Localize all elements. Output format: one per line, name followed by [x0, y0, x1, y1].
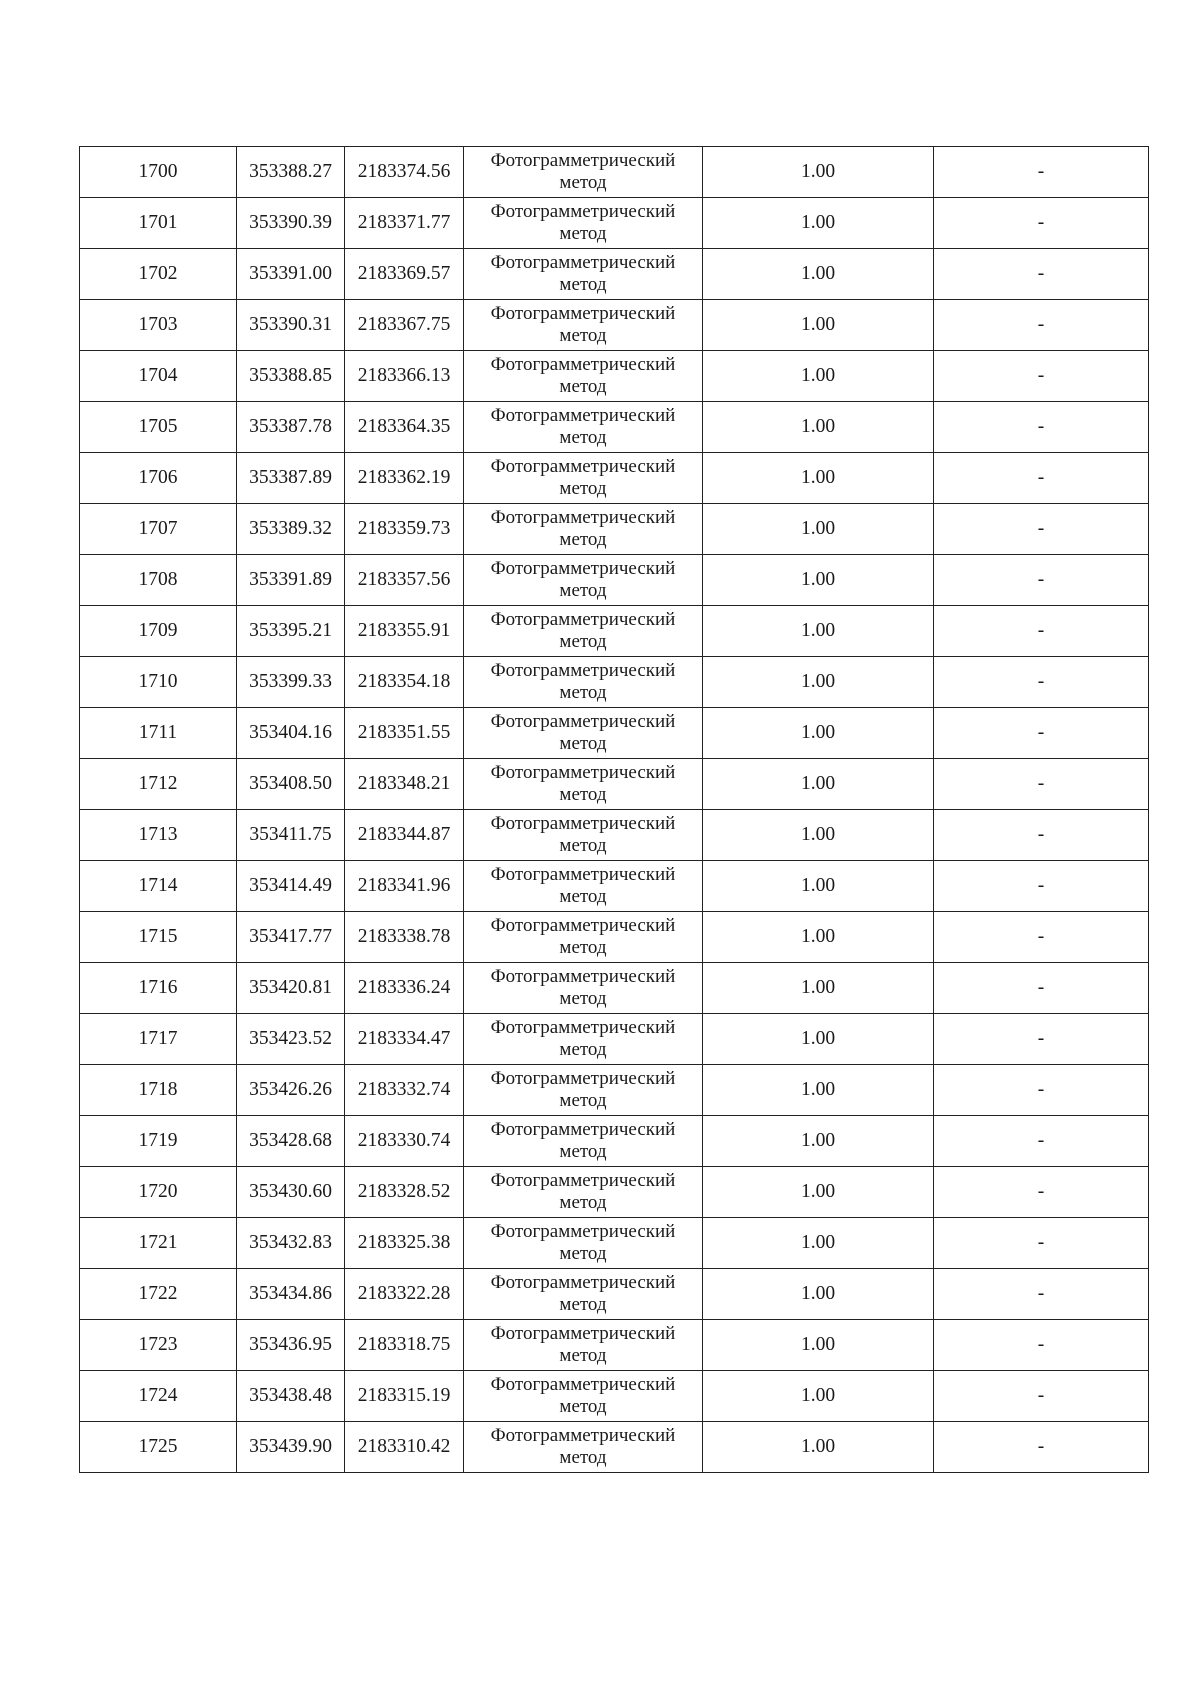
x-coordinate-cell: 353389.32 — [237, 504, 345, 555]
method-cell — [464, 606, 703, 657]
method-line-1: Фотограмметрический — [490, 1119, 676, 1140]
y-coordinate-cell: 2183371.77 — [345, 198, 464, 249]
y-coordinate-cell: 2183330.74 — [345, 1116, 464, 1167]
accuracy-cell: 1.00 — [703, 1422, 934, 1473]
x-coordinate-cell: 353434.86 — [237, 1269, 345, 1320]
x-coordinate-cell: 353432.83 — [237, 1218, 345, 1269]
y-coordinate-cell: 2183362.19 — [345, 453, 464, 504]
table-row — [80, 1014, 1149, 1065]
point-number-cell: 1709 — [80, 606, 237, 657]
point-number-cell: 1703 — [80, 300, 237, 351]
accuracy-cell: 1.00 — [703, 1065, 934, 1116]
method-cell — [464, 249, 703, 300]
accuracy-cell: 1.00 — [703, 1320, 934, 1371]
table-row — [80, 300, 1149, 351]
accuracy-cell: 1.00 — [703, 555, 934, 606]
x-coordinate-cell: 353388.85 — [237, 351, 345, 402]
y-coordinate-cell: 2183348.21 — [345, 759, 464, 810]
note-cell: - — [934, 402, 1149, 453]
method-line-1: Фотограмметрический — [490, 711, 676, 732]
x-coordinate-cell: 353423.52 — [237, 1014, 345, 1065]
accuracy-cell: 1.00 — [703, 1371, 934, 1422]
x-coordinate-cell: 353411.75 — [237, 810, 345, 861]
method-line-2: метод — [559, 1090, 607, 1111]
x-coordinate-cell: 353390.31 — [237, 300, 345, 351]
note-cell: - — [934, 708, 1149, 759]
point-number-cell: 1720 — [80, 1167, 237, 1218]
note-cell: - — [934, 606, 1149, 657]
table-row — [80, 1269, 1149, 1320]
point-number-cell: 1710 — [80, 657, 237, 708]
method-line-2: метод — [559, 529, 607, 550]
method-line-2: метод — [559, 1243, 607, 1264]
x-coordinate-cell: 353387.78 — [237, 402, 345, 453]
accuracy-cell: 1.00 — [703, 657, 934, 708]
accuracy-cell: 1.00 — [703, 402, 934, 453]
note-cell: - — [934, 1065, 1149, 1116]
x-coordinate-cell: 353439.90 — [237, 1422, 345, 1473]
method-cell — [464, 1269, 703, 1320]
point-number-cell: 1704 — [80, 351, 237, 402]
point-number-cell: 1702 — [80, 249, 237, 300]
method-line-1: Фотограмметрический — [490, 1374, 676, 1395]
method-cell — [464, 300, 703, 351]
table-row — [80, 759, 1149, 810]
note-cell: - — [934, 657, 1149, 708]
accuracy-cell: 1.00 — [703, 912, 934, 963]
note-cell: - — [934, 963, 1149, 1014]
x-coordinate-cell: 353408.50 — [237, 759, 345, 810]
method-line-2: метод — [559, 784, 607, 805]
y-coordinate-cell: 2183310.42 — [345, 1422, 464, 1473]
method-line-2: метод — [559, 172, 607, 193]
method-line-2: метод — [559, 682, 607, 703]
y-coordinate-cell: 2183374.56 — [345, 147, 464, 198]
y-coordinate-cell: 2183351.55 — [345, 708, 464, 759]
point-number-cell: 1712 — [80, 759, 237, 810]
point-number-cell: 1707 — [80, 504, 237, 555]
note-cell: - — [934, 504, 1149, 555]
x-coordinate-cell: 353391.00 — [237, 249, 345, 300]
point-number-cell: 1700 — [80, 147, 237, 198]
method-cell — [464, 912, 703, 963]
y-coordinate-cell: 2183369.57 — [345, 249, 464, 300]
accuracy-cell: 1.00 — [703, 1116, 934, 1167]
method-line-2: метод — [559, 580, 607, 601]
table-row — [80, 1218, 1149, 1269]
x-coordinate-cell: 353388.27 — [237, 147, 345, 198]
table-row — [80, 504, 1149, 555]
x-coordinate-cell: 353426.26 — [237, 1065, 345, 1116]
coordinates-table — [79, 146, 1149, 1473]
x-coordinate-cell: 353430.60 — [237, 1167, 345, 1218]
method-line-2: метод — [559, 733, 607, 754]
note-cell: - — [934, 351, 1149, 402]
method-line-2: метод — [559, 835, 607, 856]
accuracy-cell: 1.00 — [703, 1269, 934, 1320]
accuracy-cell: 1.00 — [703, 759, 934, 810]
y-coordinate-cell: 2183359.73 — [345, 504, 464, 555]
accuracy-cell: 1.00 — [703, 606, 934, 657]
method-line-1: Фотограмметрический — [490, 150, 676, 171]
x-coordinate-cell: 353399.33 — [237, 657, 345, 708]
method-cell — [464, 198, 703, 249]
method-cell — [464, 1116, 703, 1167]
method-cell — [464, 147, 703, 198]
note-cell: - — [934, 198, 1149, 249]
note-cell: - — [934, 1014, 1149, 1065]
accuracy-cell: 1.00 — [703, 453, 934, 504]
y-coordinate-cell: 2183338.78 — [345, 912, 464, 963]
table-row — [80, 147, 1149, 198]
method-line-2: метод — [559, 1396, 607, 1417]
method-cell — [464, 1422, 703, 1473]
x-coordinate-cell: 353438.48 — [237, 1371, 345, 1422]
note-cell: - — [934, 147, 1149, 198]
y-coordinate-cell: 2183322.28 — [345, 1269, 464, 1320]
method-cell — [464, 402, 703, 453]
accuracy-cell: 1.00 — [703, 351, 934, 402]
method-line-1: Фотограмметрический — [490, 303, 676, 324]
table-row — [80, 555, 1149, 606]
x-coordinate-cell: 353404.16 — [237, 708, 345, 759]
accuracy-cell: 1.00 — [703, 147, 934, 198]
point-number-cell: 1724 — [80, 1371, 237, 1422]
method-cell — [464, 351, 703, 402]
method-line-2: метод — [559, 937, 607, 958]
point-number-cell: 1708 — [80, 555, 237, 606]
note-cell: - — [934, 300, 1149, 351]
method-cell — [464, 810, 703, 861]
x-coordinate-cell: 353420.81 — [237, 963, 345, 1014]
method-line-1: Фотограмметрический — [490, 405, 676, 426]
accuracy-cell: 1.00 — [703, 1014, 934, 1065]
table-row — [80, 963, 1149, 1014]
point-number-cell: 1722 — [80, 1269, 237, 1320]
method-cell — [464, 759, 703, 810]
method-cell — [464, 963, 703, 1014]
point-number-cell: 1713 — [80, 810, 237, 861]
method-cell — [464, 453, 703, 504]
method-cell — [464, 1320, 703, 1371]
table-row — [80, 1167, 1149, 1218]
note-cell: - — [934, 1320, 1149, 1371]
x-coordinate-cell: 353387.89 — [237, 453, 345, 504]
method-line-2: метод — [559, 1192, 607, 1213]
y-coordinate-cell: 2183366.13 — [345, 351, 464, 402]
point-number-cell: 1705 — [80, 402, 237, 453]
table-body — [80, 147, 1149, 1473]
method-line-2: метод — [559, 1447, 607, 1468]
method-line-2: метод — [559, 1039, 607, 1060]
y-coordinate-cell: 2183332.74 — [345, 1065, 464, 1116]
point-number-cell: 1716 — [80, 963, 237, 1014]
method-line-1: Фотограмметрический — [490, 354, 676, 375]
point-number-cell: 1714 — [80, 861, 237, 912]
method-line-1: Фотограмметрический — [490, 660, 676, 681]
accuracy-cell: 1.00 — [703, 810, 934, 861]
table-row — [80, 402, 1149, 453]
note-cell: - — [934, 1422, 1149, 1473]
point-number-cell: 1718 — [80, 1065, 237, 1116]
table-row — [80, 1065, 1149, 1116]
method-cell — [464, 555, 703, 606]
method-line-2: метод — [559, 325, 607, 346]
table-row — [80, 606, 1149, 657]
point-number-cell: 1725 — [80, 1422, 237, 1473]
method-line-1: Фотограмметрический — [490, 1425, 676, 1446]
table-row — [80, 861, 1149, 912]
x-coordinate-cell: 353390.39 — [237, 198, 345, 249]
point-number-cell: 1721 — [80, 1218, 237, 1269]
note-cell: - — [934, 759, 1149, 810]
accuracy-cell: 1.00 — [703, 249, 934, 300]
table-row — [80, 351, 1149, 402]
accuracy-cell: 1.00 — [703, 300, 934, 351]
table-row — [80, 657, 1149, 708]
note-cell: - — [934, 1167, 1149, 1218]
y-coordinate-cell: 2183354.18 — [345, 657, 464, 708]
method-line-2: метод — [559, 988, 607, 1009]
y-coordinate-cell: 2183355.91 — [345, 606, 464, 657]
y-coordinate-cell: 2183357.56 — [345, 555, 464, 606]
y-coordinate-cell: 2183336.24 — [345, 963, 464, 1014]
table-row — [80, 1320, 1149, 1371]
method-cell — [464, 861, 703, 912]
method-line-1: Фотограмметрический — [490, 558, 676, 579]
note-cell: - — [934, 810, 1149, 861]
table-row — [80, 708, 1149, 759]
table-row — [80, 1116, 1149, 1167]
method-line-1: Фотограмметрический — [490, 201, 676, 222]
x-coordinate-cell: 353428.68 — [237, 1116, 345, 1167]
note-cell: - — [934, 1218, 1149, 1269]
method-cell — [464, 1065, 703, 1116]
table-row — [80, 810, 1149, 861]
note-cell: - — [934, 555, 1149, 606]
method-line-2: метод — [559, 274, 607, 295]
point-number-cell: 1719 — [80, 1116, 237, 1167]
method-line-1: Фотограмметрический — [490, 1221, 676, 1242]
y-coordinate-cell: 2183328.52 — [345, 1167, 464, 1218]
method-cell — [464, 1014, 703, 1065]
accuracy-cell: 1.00 — [703, 963, 934, 1014]
point-number-cell: 1715 — [80, 912, 237, 963]
method-cell — [464, 1218, 703, 1269]
method-cell — [464, 657, 703, 708]
method-line-2: метод — [559, 1345, 607, 1366]
point-number-cell: 1711 — [80, 708, 237, 759]
method-line-1: Фотограмметрический — [490, 1272, 676, 1293]
x-coordinate-cell: 353395.21 — [237, 606, 345, 657]
method-line-2: метод — [559, 427, 607, 448]
x-coordinate-cell: 353391.89 — [237, 555, 345, 606]
accuracy-cell: 1.00 — [703, 504, 934, 555]
point-number-cell: 1701 — [80, 198, 237, 249]
accuracy-cell: 1.00 — [703, 861, 934, 912]
method-cell — [464, 1371, 703, 1422]
y-coordinate-cell: 2183367.75 — [345, 300, 464, 351]
method-cell — [464, 1167, 703, 1218]
x-coordinate-cell: 353436.95 — [237, 1320, 345, 1371]
x-coordinate-cell: 353417.77 — [237, 912, 345, 963]
y-coordinate-cell: 2183318.75 — [345, 1320, 464, 1371]
method-line-1: Фотограмметрический — [490, 966, 676, 987]
method-line-1: Фотограмметрический — [490, 1017, 676, 1038]
note-cell: - — [934, 861, 1149, 912]
note-cell: - — [934, 1371, 1149, 1422]
method-line-1: Фотограмметрический — [490, 1068, 676, 1089]
point-number-cell: 1706 — [80, 453, 237, 504]
table-row — [80, 1422, 1149, 1473]
table-row — [80, 453, 1149, 504]
method-cell — [464, 708, 703, 759]
method-line-2: метод — [559, 631, 607, 652]
method-line-2: метод — [559, 886, 607, 907]
method-line-2: метод — [559, 478, 607, 499]
x-coordinate-cell: 353414.49 — [237, 861, 345, 912]
point-number-cell: 1717 — [80, 1014, 237, 1065]
y-coordinate-cell: 2183341.96 — [345, 861, 464, 912]
note-cell: - — [934, 912, 1149, 963]
method-line-1: Фотограмметрический — [490, 813, 676, 834]
table-row — [80, 912, 1149, 963]
table-row — [80, 1371, 1149, 1422]
method-line-1: Фотограмметрический — [490, 1323, 676, 1344]
y-coordinate-cell: 2183364.35 — [345, 402, 464, 453]
method-line-2: метод — [559, 223, 607, 244]
method-line-1: Фотограмметрический — [490, 1170, 676, 1191]
method-line-1: Фотограмметрический — [490, 252, 676, 273]
method-line-2: метод — [559, 1294, 607, 1315]
method-line-2: метод — [559, 376, 607, 397]
note-cell: - — [934, 1116, 1149, 1167]
method-line-1: Фотограмметрический — [490, 456, 676, 477]
y-coordinate-cell: 2183344.87 — [345, 810, 464, 861]
accuracy-cell: 1.00 — [703, 1167, 934, 1218]
method-cell — [464, 504, 703, 555]
accuracy-cell: 1.00 — [703, 708, 934, 759]
accuracy-cell: 1.00 — [703, 198, 934, 249]
method-line-1: Фотограмметрический — [490, 507, 676, 528]
note-cell: - — [934, 249, 1149, 300]
note-cell: - — [934, 453, 1149, 504]
y-coordinate-cell: 2183325.38 — [345, 1218, 464, 1269]
y-coordinate-cell: 2183334.47 — [345, 1014, 464, 1065]
method-line-1: Фотограмметрический — [490, 762, 676, 783]
note-cell: - — [934, 1269, 1149, 1320]
accuracy-cell: 1.00 — [703, 1218, 934, 1269]
table-row — [80, 249, 1149, 300]
method-line-1: Фотограмметрический — [490, 864, 676, 885]
method-line-1: Фотограмметрический — [490, 915, 676, 936]
point-number-cell: 1723 — [80, 1320, 237, 1371]
method-line-2: метод — [559, 1141, 607, 1162]
table-row — [80, 198, 1149, 249]
y-coordinate-cell: 2183315.19 — [345, 1371, 464, 1422]
method-line-1: Фотограмметрический — [490, 609, 676, 630]
